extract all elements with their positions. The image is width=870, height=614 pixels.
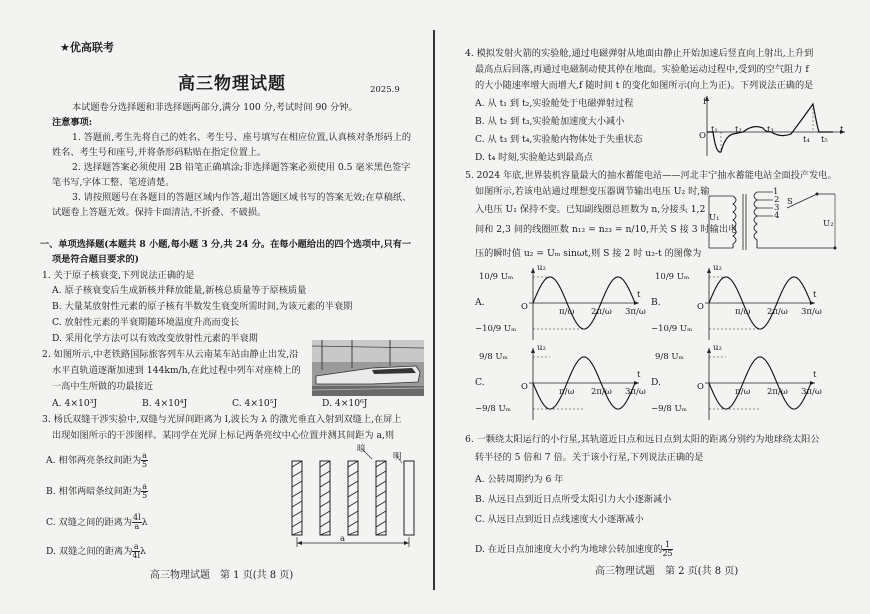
question-5-stem: 压的瞬时值 u₂ = Uₘ sinωt,则 S 接 2 时 u₂-t 的图像为: [475, 248, 702, 259]
origin-label: O: [521, 382, 528, 392]
q1-option-b: B. 大量某放射性元素的原子核有半数发生衰变所需时间,为该元素的半衰期: [52, 301, 353, 312]
u-axis-arrow: [707, 348, 711, 353]
tick-t3: t₃: [767, 125, 774, 135]
q2-option-c: C. 4×10⁵J: [232, 398, 278, 409]
q1-option-c: C. 放射性元素的半衰期随环境温度升高而变长: [52, 317, 240, 328]
exam-date: 2025.9: [370, 85, 400, 95]
question-4-stem: 最高点后回落,再通过电磁制动使其停在地面。实验舱运动过程中,受到的空气阻力 f: [475, 64, 809, 75]
t-axis-label: t: [637, 290, 641, 300]
t-axis-label: t: [813, 290, 817, 300]
origin-label: O: [521, 302, 528, 312]
graph-option-label: A.: [475, 297, 485, 308]
question-5-stem: 间和 2,3 间的线圈匝数 n₁₂ = n₂₃ = n/10,开关 S 接 3 时输出电: [475, 224, 738, 235]
tick-3pi: 3π/ω: [625, 387, 646, 397]
tick-3pi: 3π/ω: [625, 307, 646, 317]
tick-t4: t₄: [803, 135, 810, 145]
tick-3pi: 3π/ω: [801, 307, 822, 317]
q3-option-a: A. 相邻两亮条纹间距为 $\frac{a}{5}$: [46, 451, 148, 469]
notice-heading: 注意事项:: [52, 117, 93, 128]
tick-2pi: 2π/ω: [591, 387, 612, 397]
graph-option-label: B.: [651, 297, 661, 308]
question-4-stem: 4. 模拟发射火箭的实验舱,通过电磁弹射从地面由静止开始加速后竖直向上射出,上升到: [465, 48, 814, 59]
q3-option-b: B. 相邻两暗条纹间距为 $\frac{a}{5}$: [46, 482, 148, 500]
tap-3: 3: [774, 203, 780, 213]
tick-2pi: 2π/ω: [591, 307, 612, 317]
question-5-stem: 入电压 U₁ 保持不变。已知副线圈总匝数为 n,分接头 1,2: [475, 204, 706, 215]
page-footer: 高三物理试题 第 1 页(共 8 页): [150, 570, 294, 581]
tick-2pi: 2π/ω: [767, 307, 788, 317]
graph-option-label: C.: [475, 377, 485, 388]
tick-3pi: 3π/ω: [801, 387, 822, 397]
sine-graph: [493, 346, 643, 420]
q2-option-d: D. 4×10⁶J: [322, 398, 368, 409]
q4-option-c: C. 从 t₃ 到 t₄,实验舱内物体处于失重状态: [475, 134, 643, 145]
trough-label: −9/8 Uₘ: [651, 404, 687, 414]
q4-option-a: A. 从 t₁ 到 t₂,实验舱处于电磁弹射过程: [475, 98, 634, 109]
question-3-stem: 3. 杨氏双缝干涉实验中,双缝与光屏间距离为 l,波长为 λ 的激光垂直入射到双缝上,在屏上: [42, 414, 402, 425]
tick-t2: t₂: [735, 125, 742, 135]
peak-label: 9/8 Uₘ: [479, 352, 508, 362]
brand-label: ★优高联考: [60, 41, 114, 54]
dark-fringe-label: 暗: [357, 444, 366, 454]
notice-line: 1. 答题前,考生先将自己的姓名、考生号、座号填写在相应位置,认真核对条形码上的: [72, 132, 412, 143]
question-2-stem: 2. 如图所示,中老铁路国际旅客列车从云南某车站由静止出发,沿: [42, 349, 299, 360]
origin-label: O: [697, 382, 704, 392]
q6-option-d: D. 在近日点加速度大小约为地球公转加速度的 $\frac{1}{25}$: [475, 540, 673, 558]
tap-1: 1: [773, 187, 779, 197]
question-5-stem: 5. 2024 年底,世界装机容量最大的抽水蓄能电站——河北丰宁抽水蓄能电站全面投产发电。: [465, 170, 837, 181]
peak-label: 9/8 Uₘ: [655, 352, 684, 362]
notice-line: 试题卷上答题无效。保持卡面清洁,不折叠、不破损。: [52, 207, 267, 218]
u-axis-arrow: [531, 348, 535, 353]
question-5-stem: 如图所示,若该电站通过理想变压器调节输出电压 U₂ 时,输: [475, 186, 710, 197]
tap-2: 2: [774, 195, 780, 205]
u2-axis-label: u₂: [537, 263, 546, 273]
graph-option-label: D.: [651, 377, 661, 388]
page-footer: 高三物理试题 第 2 页(共 8 页): [595, 566, 739, 577]
force-time-graph: [699, 96, 849, 160]
question-2-stem: 水平直轨道逐渐加速到 144km/h,在此过程中列车对座椅上的: [52, 365, 301, 376]
graph-origin: O: [699, 131, 706, 141]
question-4-stem: 的大小随速率增大而增大,f 随时间 t 的变化如图所示(向上为正)。下列说法正确的是: [475, 80, 814, 91]
origin-label: O: [697, 302, 704, 312]
q6-option-c: C. 从远日点到近日点线速度大小逐渐减小: [475, 514, 644, 525]
question-2-stem: 一高中生所做的功最接近: [52, 381, 154, 392]
notice-line: 姓名、考生号和座号,并将条形码粘贴在指定位置上。: [52, 147, 267, 158]
tick-pi: π/ω: [735, 307, 751, 317]
tick-pi: π/ω: [735, 387, 751, 397]
fringe-stripes: [292, 461, 414, 535]
u2-axis-label: u₂: [713, 343, 722, 353]
question-1-stem: 1. 关于原子核衰变,下列说法正确的是: [42, 270, 195, 281]
t-axis-label: t: [637, 370, 641, 380]
page-2: [437, 0, 870, 614]
section-heading: 项是符合题目要求的): [52, 254, 140, 265]
q6-option-a: A. 公转周期约为 6 年: [475, 474, 564, 485]
q4-option-b: B. 从 t₂ 到 t₃,实验舱加速度大小减小: [475, 116, 625, 127]
tick-t1: t₁: [711, 125, 718, 135]
q3-option-d: D. 双缝之间的距离为 $\frac{a}{4l}$ λ: [46, 542, 146, 560]
u-axis-arrow: [531, 268, 535, 273]
intro-text: 本试题卷分选择题和非选择题两部分,满分 100 分,考试时间 90 分钟。: [72, 102, 358, 113]
page-divider: [433, 30, 435, 590]
question-6-stem: 6. 一颗绕太阳运行的小行星,其轨道近日点和远日点到太阳的距离分别约为地球绕太阳公: [465, 434, 820, 445]
spacing-label: a: [340, 534, 346, 544]
bright-fringe-label: 明: [393, 452, 402, 462]
trough-label: −9/8 Uₘ: [475, 404, 511, 414]
section-heading: 一、单项选择题(本题共 8 小题,每小题 3 分,共 24 分。在每小题给出的四个选项中,只有一: [40, 239, 412, 250]
tick-pi: π/ω: [559, 307, 575, 317]
u2-axis-label: u₂: [537, 343, 546, 353]
notice-line: 3. 请按照题号在各题目的答题区域内作答,超出答题区域书写的答案无效;在草稿纸、: [72, 192, 412, 203]
tap-4: 4: [774, 211, 780, 221]
tick-t5: t₅: [821, 135, 828, 145]
axis-t-label: t: [840, 125, 844, 135]
peak-label: 10/9 Uₘ: [479, 272, 514, 282]
q2-option-a: A. 4×10³J: [52, 398, 98, 409]
q6-option-b: B. 从远日点到近日点所受太阳引力大小逐渐减小: [475, 494, 672, 505]
page-title: 高三物理试题: [178, 74, 286, 94]
peak-label: 10/9 Uₘ: [655, 272, 690, 282]
trough-label: −10/9 Uₘ: [651, 324, 693, 334]
page-1: [0, 0, 433, 614]
q1-option-d: D. 采用化学方法可以有效改变放射性元素的半衰期: [52, 333, 258, 344]
q2-option-b: B. 4×10⁴J: [142, 398, 188, 409]
u2-label: U₂: [823, 219, 834, 229]
u2-axis-label: u₂: [713, 263, 722, 273]
question-3-stem: 出现如图所示的干涉图样。某同学在光屏上标记两条亮纹中心位置并测其间距为 a,则: [52, 430, 395, 441]
question-6-stem: 转半径的 5 倍和 7 倍。关于该小行星,下列说法正确的是: [475, 452, 704, 463]
t-axis-label: t: [813, 370, 817, 380]
tick-2pi: 2π/ω: [767, 387, 788, 397]
interference-figure: [280, 455, 420, 550]
train-photo: [312, 340, 424, 396]
u1-label: U₁: [709, 213, 720, 223]
q1-option-a: A. 原子核衰变后生成新核并释放能量,新核总质量等于原核质量: [52, 285, 307, 296]
trough-label: −10/9 Uₘ: [475, 324, 517, 334]
notice-line: 2. 选择题答案必须使用 2B 铅笔正确填涂;非选择题答案必须使用 0.5 毫米黑色签字: [72, 162, 411, 173]
q4-option-d: D. t₄ 时刻,实验舱达到最高点: [475, 152, 593, 163]
tick-pi: π/ω: [559, 387, 575, 397]
u-axis-arrow: [707, 268, 711, 273]
switch-s: S: [787, 197, 793, 207]
sine-graph: [669, 346, 819, 420]
q3-option-c: C. 双缝之间的距离为 $\frac{4l}{a}$ λ: [46, 513, 148, 531]
graph-f-label: f: [703, 97, 707, 107]
notice-line: 笔书写,字体工整、笔迹清楚。: [52, 177, 175, 188]
